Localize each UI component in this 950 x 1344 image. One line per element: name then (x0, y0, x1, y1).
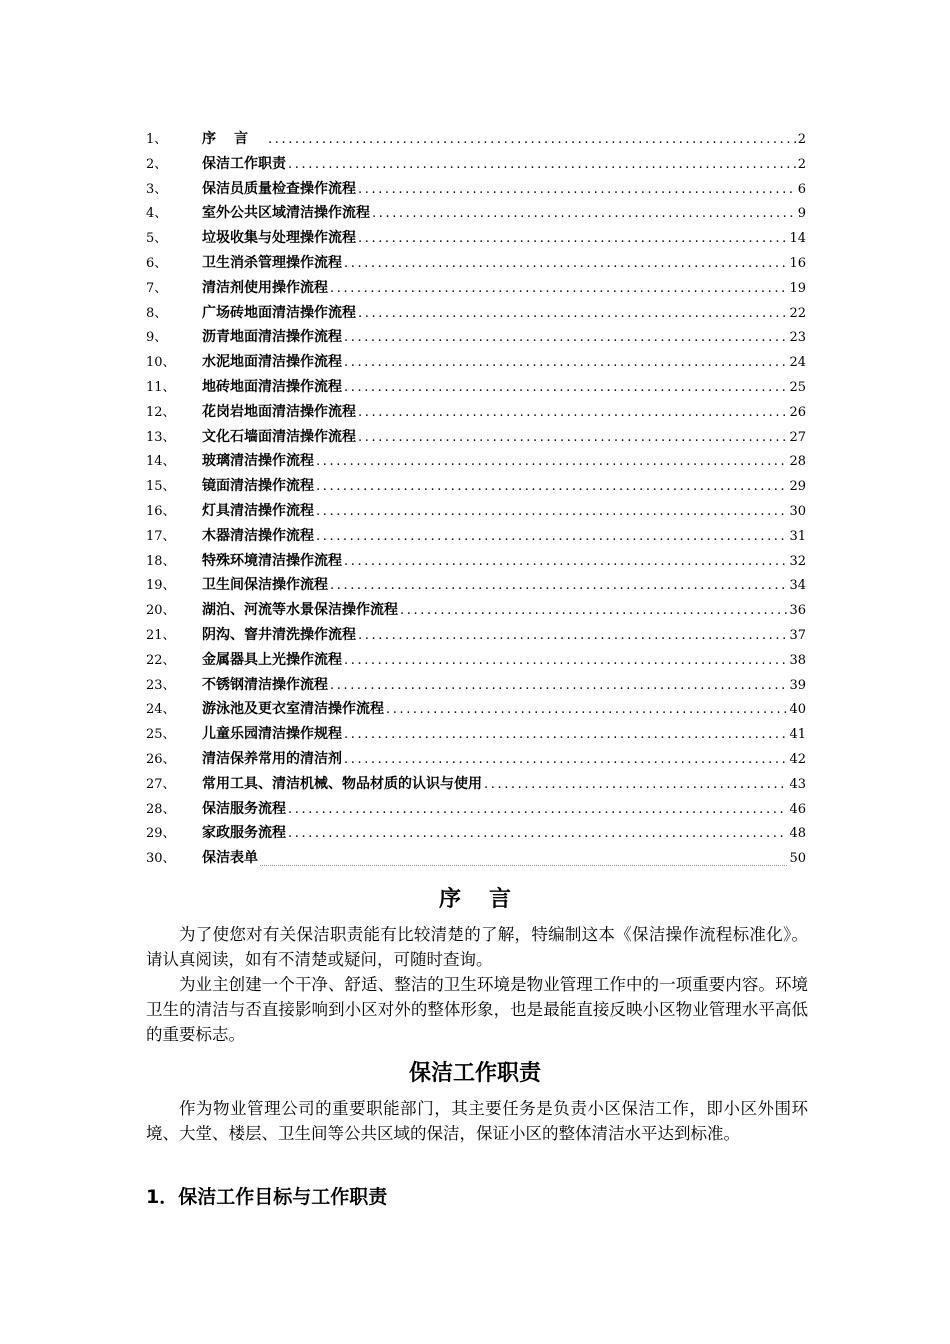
toc-entry-page: 27 (789, 429, 806, 445)
toc-entry[interactable] (146, 301, 806, 326)
toc-entry-title: 保洁员质量检查操作流程 (202, 180, 356, 197)
toc-entry-page: 2 (797, 132, 806, 147)
toc-entry[interactable] (146, 573, 806, 598)
toc-leader-dots (386, 698, 787, 723)
toc-entry-page: 48 (789, 826, 806, 842)
toc-entry[interactable] (146, 673, 806, 698)
toc-entry-page: 36 (789, 603, 806, 619)
toc-entry-title: 镜面清洁操作流程 (202, 478, 314, 495)
toc-entry-title: 清洁剂使用操作流程 (202, 279, 328, 296)
toc-leader-dots (344, 376, 787, 401)
toc-entry[interactable] (146, 623, 806, 648)
toc-entry-page: 19 (789, 280, 806, 296)
toc-leader-dots (288, 153, 796, 178)
toc-leader-dots (344, 326, 787, 351)
toc-leader-dots (344, 723, 787, 748)
toc-entry-page: 24 (789, 355, 806, 371)
toc-entry-title: 金属器具上光操作流程 (202, 651, 342, 668)
toc-entry-page: 32 (789, 553, 806, 569)
toc-leader-dots (316, 450, 787, 475)
toc-entry-number: 27、 (146, 776, 176, 792)
toc-entry-page: 23 (789, 330, 806, 346)
toc-entry-page: 30 (789, 503, 806, 519)
toc-entry-number: 25、 (146, 727, 176, 743)
toc-entry-number: 14、 (146, 454, 176, 470)
toc-entry-page: 40 (789, 702, 806, 718)
preface-paragraph-1: 为了使您对有关保洁职责能有比较清楚的了解，特编制这本《保洁操作流程标准化》。请认真阅读，如有不清楚或疑问，可随时查询。 (146, 925, 808, 969)
toc-entry[interactable] (146, 772, 806, 797)
toc-entry[interactable] (146, 375, 806, 400)
toc-entry-page: 43 (789, 776, 806, 792)
toc-entry-title: 家政服务流程 (202, 825, 286, 842)
toc-entry-number: 2、 (146, 156, 168, 172)
toc-leader-dots (358, 178, 796, 203)
toc-entry-title: 保洁工作职责 (202, 155, 286, 172)
toc-entry[interactable] (146, 821, 806, 846)
toc-entry[interactable] (146, 251, 806, 276)
toc-entry-title: 清洁保养常用的清洁剂 (202, 750, 342, 767)
toc-entry-number: 28、 (146, 801, 176, 817)
toc-entry-title: 地砖地面清洁操作流程 (202, 378, 342, 395)
toc-entry[interactable] (146, 400, 806, 425)
toc-entry-number: 19、 (146, 578, 176, 594)
toc-entry[interactable] (146, 697, 806, 722)
toc-entry[interactable] (146, 549, 806, 574)
toc-entry-title: 特殊环境清洁操作流程 (202, 552, 342, 569)
toc-leader-dots (344, 649, 787, 674)
toc-leader-dots (316, 500, 787, 525)
toc-entry[interactable] (146, 276, 806, 301)
toc-leader-dots (268, 128, 796, 153)
toc-entry-page: 38 (789, 652, 806, 668)
toc-entry-page: 9 (797, 206, 806, 222)
toc-entry-page: 2 (797, 156, 806, 172)
toc-entry-number: 26、 (146, 751, 176, 767)
toc-entry-page: 26 (789, 404, 806, 420)
toc-entry-title: 湖泊、河流等水景保洁操作流程 (202, 602, 398, 619)
toc-entry[interactable] (146, 152, 806, 177)
toc-entry[interactable] (146, 747, 806, 772)
toc-leader-dots (288, 822, 787, 847)
toc-entry[interactable] (146, 499, 806, 524)
toc-leader-dots (358, 426, 787, 451)
toc-leader-dots (316, 525, 787, 550)
preface-heading: 序言 (438, 887, 539, 912)
toc-leader-dots (330, 674, 787, 699)
toc-entry-page: 46 (789, 801, 806, 817)
toc-entry-title: 卫生间保洁操作流程 (202, 577, 328, 594)
toc-entry-number: 12、 (146, 404, 176, 420)
toc-leader-dots (372, 202, 796, 227)
toc-entry-number: 23、 (146, 677, 176, 693)
toc-leader-dots (260, 848, 787, 866)
toc-entry-page: 16 (789, 255, 806, 271)
toc-leader-dots (316, 475, 787, 500)
toc-leader-dots (330, 574, 787, 599)
toc-entry-number: 10、 (146, 355, 176, 371)
toc-entry-title: 室外公共区域清洁操作流程 (202, 205, 370, 222)
toc-entry-page: 22 (789, 305, 806, 321)
toc-entry-page: 28 (789, 454, 806, 470)
toc-entry-page: 39 (789, 677, 806, 693)
toc-entry[interactable] (146, 474, 806, 499)
toc-entry-title: 卫生消杀管理操作流程 (202, 254, 342, 271)
toc-entry-page: 29 (789, 479, 806, 495)
table-of-contents (146, 127, 806, 871)
toc-entry[interactable] (146, 425, 806, 450)
toc-entry-title: 垃圾收集与处理操作流程 (202, 230, 356, 247)
toc-entry-number: 8、 (146, 305, 168, 321)
toc-entry[interactable] (146, 598, 806, 623)
toc-entry-number: 13、 (146, 429, 176, 445)
toc-leader-dots (358, 401, 787, 426)
toc-entry-title: 灯具清洁操作流程 (202, 502, 314, 519)
toc-entry-title: 沥青地面清洁操作流程 (202, 329, 342, 346)
toc-entry[interactable] (146, 648, 806, 673)
toc-leader-dots (358, 302, 787, 327)
toc-entry-number: 4、 (146, 206, 168, 222)
toc-entry-page: 31 (789, 528, 806, 544)
toc-entry-page: 42 (789, 751, 806, 767)
toc-entry-title: 文化石墙面清洁操作流程 (202, 428, 356, 445)
toc-leader-dots (344, 550, 787, 575)
toc-entry-title: 花岗岩地面清洁操作流程 (202, 403, 356, 420)
toc-entry-number: 7、 (146, 280, 168, 296)
toc-leader-dots (344, 748, 787, 773)
toc-leader-dots (330, 277, 787, 302)
duties-paragraph: 作为物业管理公司的重要职能部门，其主要任务是负责小区保洁工作，即小区外围环境、大堂、楼层、卫生间等公共区域的保洁，保证小区的整体清洁水平达到标准。 (146, 1099, 808, 1143)
toc-entry-number: 30、 (146, 851, 176, 867)
duties-subheading: 1．保洁工作目标与工作职责 (146, 1186, 388, 1208)
toc-entry-number: 21、 (146, 627, 176, 643)
toc-entry-number: 24、 (146, 702, 176, 718)
toc-entry-title: 常用工具、清洁机械、物品材质的认识与使用 (202, 775, 482, 792)
toc-leader-dots (344, 252, 787, 277)
toc-entry[interactable] (146, 797, 806, 822)
toc-entry-page: 25 (789, 379, 806, 395)
toc-entry-number: 3、 (146, 181, 168, 197)
toc-entry[interactable] (146, 325, 806, 350)
toc-entry-title: 游泳池及更衣室清洁操作流程 (202, 701, 384, 718)
toc-entry-page: 6 (797, 181, 806, 197)
toc-entry-number: 29、 (146, 826, 176, 842)
toc-entry[interactable] (146, 350, 806, 375)
duties-heading: 保洁工作职责 (408, 1061, 541, 1086)
toc-entry-number: 18、 (146, 553, 176, 569)
toc-entry-title: 水泥地面清洁操作流程 (202, 354, 342, 371)
toc-leader-dots (400, 599, 787, 624)
toc-entry-page: 14 (789, 231, 806, 247)
toc-entry-page: 50 (789, 851, 806, 867)
toc-entry[interactable] (146, 201, 806, 226)
toc-entry-number: 15、 (146, 479, 176, 495)
toc-leader-dots (484, 773, 787, 798)
toc-entry-title: 保洁表单 (202, 850, 258, 867)
toc-entry-number: 6、 (146, 255, 168, 271)
toc-entry-title: 玻璃清洁操作流程 (202, 453, 314, 470)
toc-leader-dots (344, 351, 787, 376)
toc-entry-number: 17、 (146, 528, 176, 544)
toc-entry-number: 22、 (146, 652, 176, 668)
toc-leader-dots (288, 798, 787, 823)
toc-entry-title: 保洁服务流程 (202, 800, 286, 817)
toc-entry[interactable] (146, 226, 806, 251)
toc-entry-title: 不锈钢清洁操作流程 (202, 676, 328, 693)
toc-entry-page: 41 (789, 727, 806, 743)
toc-entry[interactable] (146, 846, 806, 871)
toc-entry[interactable] (146, 524, 806, 549)
toc-entry-number: 5、 (146, 231, 168, 247)
toc-entry[interactable] (146, 722, 806, 747)
toc-entry-number: 9、 (146, 330, 168, 346)
toc-entry-number: 16、 (146, 503, 176, 519)
toc-leader-dots (358, 227, 787, 252)
toc-entry[interactable] (146, 177, 806, 202)
toc-entry[interactable] (146, 127, 806, 152)
toc-entry-title: 木器清洁操作流程 (202, 527, 314, 544)
toc-entry-title: 阴沟、窨井清洗操作流程 (202, 626, 356, 643)
toc-entry-title: 广场砖地面清洁操作流程 (202, 304, 356, 321)
toc-entry[interactable] (146, 449, 806, 474)
toc-entry-title: 序言 (202, 131, 266, 147)
preface-paragraph-2: 为业主创建一个干净、舒适、整洁的卫生环境是物业管理工作中的一项重要内容。环境卫生的清洁与否直接影响到小区对外的整体形象，也是最能直接反映小区物业管理水平高低的重要标志。 (146, 975, 808, 1044)
toc-entry-page: 34 (789, 578, 806, 594)
toc-entry-title: 儿童乐园清洁操作规程 (202, 726, 342, 743)
toc-entry-page: 37 (789, 627, 806, 643)
toc-leader-dots (358, 624, 787, 649)
toc-entry-number: 20、 (146, 603, 176, 619)
toc-entry-number: 11、 (146, 379, 176, 395)
toc-entry-number: 1、 (146, 132, 168, 147)
